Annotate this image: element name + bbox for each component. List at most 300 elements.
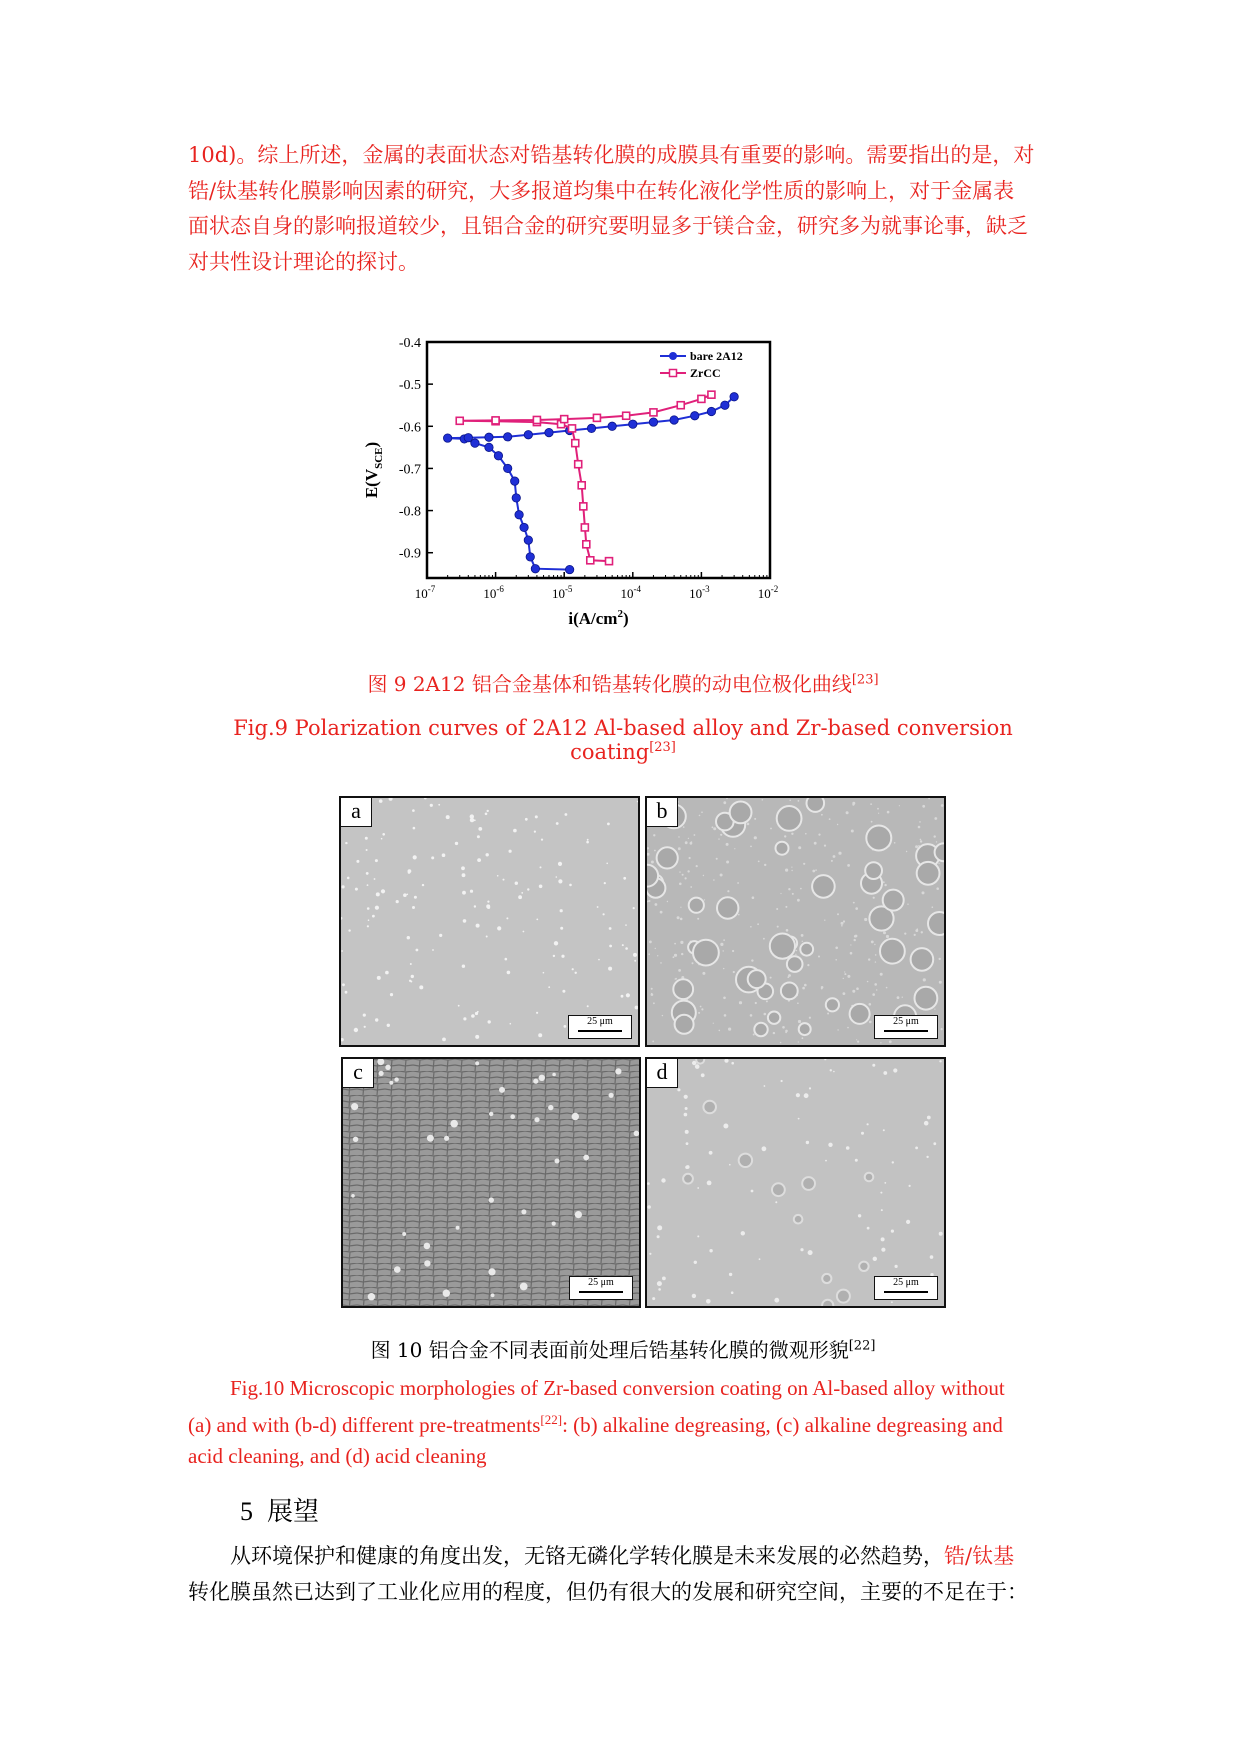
texture-particle bbox=[871, 821, 873, 823]
texture-particle bbox=[680, 907, 681, 908]
data-point bbox=[623, 412, 630, 419]
texture-particle bbox=[377, 976, 381, 980]
texture-particle bbox=[709, 1249, 712, 1252]
texture-particle bbox=[548, 1105, 553, 1110]
texture-particle bbox=[548, 986, 550, 988]
texture-particle bbox=[424, 1243, 431, 1250]
texture-particle bbox=[856, 987, 859, 990]
texture-particle bbox=[455, 842, 458, 845]
texture-particle bbox=[794, 1215, 803, 1224]
texture-particle bbox=[488, 1268, 495, 1275]
texture-particle bbox=[777, 806, 802, 831]
texture-particle bbox=[781, 983, 798, 1000]
texture-particle bbox=[854, 939, 856, 941]
texture-particle bbox=[412, 809, 415, 812]
texture-particle bbox=[822, 1300, 833, 1306]
texture-particle bbox=[807, 798, 825, 812]
caption-en-line: Fig.10 Microscopic morphologies of Zr-based conversion coating on Al-based alloy without bbox=[230, 1376, 1005, 1400]
texture-particle bbox=[858, 1214, 861, 1217]
data-point bbox=[572, 440, 579, 447]
texture-particle bbox=[812, 870, 815, 873]
texture-particle bbox=[844, 971, 845, 972]
texture-particle bbox=[674, 943, 676, 945]
scale-bar-text: 25 μm bbox=[893, 1016, 919, 1027]
texture-particle bbox=[796, 1093, 800, 1097]
texture-particle bbox=[933, 1142, 936, 1145]
scale-bar-line bbox=[578, 1030, 622, 1032]
texture-particle bbox=[892, 1161, 894, 1163]
texture-particle bbox=[723, 997, 726, 1000]
texture-particle bbox=[713, 1023, 714, 1024]
texture-particle bbox=[682, 874, 684, 876]
texture-particle bbox=[787, 956, 803, 972]
texture-particle bbox=[798, 1041, 799, 1042]
texture-particle bbox=[587, 839, 589, 841]
texture-particle bbox=[754, 818, 756, 820]
texture-particle bbox=[442, 853, 446, 857]
figure10-caption-en bbox=[188, 1373, 1058, 1472]
y-tick-label: -0.8 bbox=[398, 504, 421, 520]
texture-particle bbox=[930, 1255, 934, 1259]
texture-particle bbox=[523, 931, 525, 933]
texture-particle bbox=[355, 888, 358, 891]
texture-particle bbox=[718, 838, 719, 839]
texture-particle bbox=[763, 938, 765, 940]
texture-particle bbox=[800, 1248, 803, 1251]
texture-particle bbox=[410, 963, 412, 965]
texture-particle bbox=[560, 909, 563, 912]
texture-particle bbox=[772, 1183, 785, 1196]
texture-particle bbox=[486, 853, 489, 856]
texture-particle bbox=[556, 822, 559, 825]
x-tick-label: $10^{-5}$ bbox=[551, 584, 573, 601]
figure10-caption-cn-ref: [22] bbox=[848, 1338, 876, 1354]
paragraph-line: 对共性设计理论的探讨。 bbox=[188, 249, 419, 274]
texture-particle bbox=[475, 1061, 479, 1065]
texture-particle bbox=[341, 950, 343, 952]
data-point bbox=[545, 428, 553, 436]
series-line-0 bbox=[448, 397, 734, 570]
data-point bbox=[707, 407, 715, 415]
y-tick-label: -0.6 bbox=[398, 420, 421, 436]
texture-particle bbox=[489, 1112, 493, 1116]
texture-particle bbox=[784, 835, 786, 837]
y-tick-label: -0.9 bbox=[398, 546, 421, 562]
texture-particle bbox=[887, 811, 890, 814]
texture-particle bbox=[791, 870, 792, 871]
texture-particle bbox=[647, 1182, 650, 1185]
panel-label-d: d bbox=[647, 1059, 678, 1088]
texture-particle bbox=[762, 1146, 767, 1151]
texture-particle bbox=[462, 891, 466, 895]
texture-particle bbox=[375, 906, 379, 910]
figure10-caption-cn bbox=[188, 1334, 1058, 1363]
x-axis-label: $i(A/cm^2)$ bbox=[568, 608, 629, 628]
texture-particle bbox=[697, 918, 699, 920]
texture-particle bbox=[658, 1288, 661, 1291]
figure9-caption-en-text: Fig.9 Polarization curves of 2A12 Al-based alloy and Zr-based conversion coating bbox=[233, 716, 1013, 764]
texture-particle bbox=[376, 892, 380, 896]
texture-particle bbox=[852, 990, 855, 993]
texture-particle bbox=[776, 842, 789, 855]
texture-particle bbox=[543, 972, 545, 974]
texture-particle bbox=[798, 1118, 800, 1120]
texture-particle bbox=[932, 906, 934, 908]
texture-particle bbox=[342, 885, 345, 888]
figure9-caption-cn bbox=[188, 668, 1058, 697]
texture-particle bbox=[653, 1002, 655, 1004]
texture-particle bbox=[651, 861, 654, 864]
texture-particle bbox=[766, 1000, 768, 1002]
texture-particle bbox=[513, 829, 517, 833]
texture-particle bbox=[895, 1265, 898, 1268]
texture-particle bbox=[489, 1197, 494, 1202]
micrograph-panel-a bbox=[339, 796, 640, 1047]
texture-particle bbox=[396, 900, 399, 903]
texture-particle bbox=[880, 1192, 882, 1194]
texture-particle bbox=[828, 1143, 832, 1147]
texture-particle bbox=[716, 858, 718, 860]
texture-particle bbox=[458, 1005, 460, 1007]
texture-particle bbox=[867, 1227, 870, 1230]
texture-particle bbox=[802, 941, 803, 942]
figure9-caption-cn-ref: [23] bbox=[851, 672, 879, 688]
texture-particle bbox=[497, 926, 501, 930]
texture-particle bbox=[868, 958, 870, 960]
texture-particle bbox=[798, 846, 801, 849]
caption-en-segment: (a) and with (b-d) different pre-treatments bbox=[188, 1413, 541, 1437]
data-point bbox=[485, 443, 493, 451]
texture-particle bbox=[734, 848, 735, 849]
texture-particle bbox=[680, 918, 683, 921]
texture-particle bbox=[809, 1017, 811, 1019]
texture-particle bbox=[875, 954, 877, 956]
texture-particle bbox=[407, 894, 409, 896]
texture-particle bbox=[919, 821, 921, 823]
texture-particle bbox=[470, 814, 474, 818]
texture-particle bbox=[795, 954, 796, 955]
texture-particle bbox=[689, 898, 704, 913]
texture-particle bbox=[422, 884, 424, 886]
texture-particle bbox=[450, 1120, 458, 1128]
texture-particle bbox=[560, 927, 563, 930]
texture-particle bbox=[673, 956, 675, 958]
texture-particle bbox=[847, 864, 850, 867]
texture-particle bbox=[506, 917, 508, 919]
texture-particle bbox=[696, 865, 698, 867]
texture-particle bbox=[906, 1220, 910, 1224]
data-point bbox=[526, 553, 534, 561]
texture-particle bbox=[634, 960, 636, 962]
texture-particle bbox=[623, 877, 626, 880]
texture-particle bbox=[939, 1232, 943, 1236]
texture-particle bbox=[536, 1012, 538, 1014]
texture-particle bbox=[928, 912, 944, 935]
section-heading bbox=[240, 1491, 319, 1528]
texture-particle bbox=[569, 884, 572, 887]
texture-particle bbox=[729, 1164, 731, 1166]
texture-particle bbox=[518, 895, 522, 899]
scale-bar-line bbox=[884, 1291, 928, 1293]
texture-particle bbox=[367, 884, 369, 886]
texture-particle bbox=[351, 1194, 355, 1198]
texture-particle bbox=[869, 1003, 872, 1006]
texture-particle bbox=[809, 1087, 811, 1089]
paragraph-segment-red: 锆/钛基 bbox=[944, 1544, 1015, 1568]
paragraph-line: 转化膜虽然已达到了工业化应用的程度，但仍有很大的发展和研究空间，主要的不足在于： bbox=[188, 1579, 1028, 1604]
texture-particle bbox=[515, 882, 518, 885]
texture-particle bbox=[381, 838, 383, 840]
texture-particle bbox=[909, 1185, 911, 1187]
texture-particle bbox=[753, 1034, 755, 1036]
x-tick-label: $10^{-4}$ bbox=[620, 584, 642, 601]
y-axis-label: $E(V_{SCE})$ bbox=[362, 441, 385, 499]
texture-particle bbox=[374, 878, 376, 880]
texture-particle bbox=[565, 813, 568, 816]
texture-particle bbox=[871, 941, 874, 944]
texture-particle bbox=[648, 953, 650, 955]
texture-particle bbox=[615, 1068, 621, 1074]
texture-particle bbox=[685, 877, 687, 879]
texture-particle bbox=[609, 1093, 614, 1098]
texture-particle bbox=[694, 1261, 697, 1264]
texture-particle bbox=[728, 1028, 731, 1031]
texture-particle bbox=[759, 1258, 761, 1260]
texture-particle bbox=[485, 813, 488, 816]
texture-particle bbox=[677, 916, 680, 919]
figure9-caption-en bbox=[188, 716, 1058, 764]
texture-particle bbox=[680, 941, 683, 944]
scale-bar-line bbox=[884, 1030, 928, 1032]
texture-particle bbox=[854, 935, 857, 938]
texture-particle bbox=[509, 850, 512, 853]
texture-particle bbox=[385, 1065, 390, 1070]
texture-particle bbox=[575, 972, 577, 974]
data-point bbox=[520, 523, 528, 531]
caption-en-line: acid cleaning, and (d) acid cleaning bbox=[188, 1444, 487, 1468]
texture-particle bbox=[477, 1011, 479, 1013]
texture-particle bbox=[780, 1042, 782, 1044]
texture-particle bbox=[881, 1248, 885, 1252]
texture-particle bbox=[366, 849, 368, 851]
texture-particle bbox=[662, 1015, 663, 1016]
texture-particle bbox=[486, 936, 488, 938]
texture-particle bbox=[853, 902, 855, 904]
texture-particle bbox=[662, 1277, 666, 1281]
texture-particle bbox=[424, 1260, 430, 1266]
texture-particle bbox=[936, 841, 937, 842]
texture-particle bbox=[690, 842, 693, 845]
texture-particle bbox=[385, 971, 389, 975]
texture-particle bbox=[510, 1114, 515, 1119]
texture-particle bbox=[679, 883, 682, 886]
texture-particle bbox=[770, 934, 795, 959]
texture-particle bbox=[835, 947, 838, 950]
y-tick-label: -0.4 bbox=[398, 336, 421, 351]
texture-particle bbox=[703, 875, 704, 876]
texture-particle bbox=[773, 1032, 775, 1034]
texture-particle bbox=[789, 800, 791, 802]
data-point bbox=[515, 511, 523, 519]
data-point bbox=[581, 524, 588, 531]
texture-particle bbox=[806, 1141, 809, 1144]
figure9-caption-en-ref: [23] bbox=[649, 740, 676, 755]
texture-particle bbox=[701, 811, 703, 813]
texture-particle bbox=[934, 1009, 935, 1010]
texture-particle bbox=[841, 925, 843, 927]
texture-particle bbox=[886, 987, 888, 989]
texture-particle bbox=[859, 1262, 868, 1271]
texture-particle bbox=[796, 950, 798, 952]
texture-particle bbox=[805, 833, 807, 835]
texture-particle bbox=[723, 801, 726, 804]
texture-particle bbox=[891, 1230, 894, 1233]
texture-particle bbox=[539, 885, 543, 889]
texture-particle bbox=[918, 826, 921, 829]
texture-particle bbox=[674, 954, 677, 957]
texture-particle bbox=[698, 1012, 700, 1014]
texture-particle bbox=[723, 968, 724, 969]
texture-particle bbox=[884, 1182, 886, 1184]
texture-particle bbox=[799, 1023, 811, 1035]
texture-particle bbox=[867, 1123, 869, 1125]
data-point bbox=[443, 434, 451, 442]
texture-particle bbox=[625, 924, 627, 926]
texture-particle bbox=[675, 978, 677, 980]
texture-particle bbox=[541, 839, 543, 841]
texture-particle bbox=[757, 923, 759, 925]
texture-particle bbox=[606, 863, 608, 865]
scale-bar-a bbox=[568, 1015, 632, 1039]
figure10-caption-cn-text: 图 10 铝合金不同表面前处理后锆基转化膜的微观形貌 bbox=[370, 1338, 849, 1362]
texture-particle bbox=[758, 861, 760, 863]
scale-bar-line bbox=[579, 1291, 623, 1293]
panel-label-a: a bbox=[341, 798, 372, 827]
section-number: 5 bbox=[240, 1497, 253, 1526]
texture-particle bbox=[696, 1059, 704, 1064]
texture-particle bbox=[491, 1293, 495, 1297]
texture-particle bbox=[706, 1299, 711, 1304]
data-point bbox=[649, 418, 657, 426]
texture-particle bbox=[443, 1290, 450, 1297]
texture-particle bbox=[752, 896, 755, 899]
legend-marker bbox=[670, 370, 677, 377]
texture-particle bbox=[430, 804, 433, 807]
data-point bbox=[524, 536, 532, 544]
texture-particle bbox=[413, 827, 416, 830]
x-tick-label: $10^{-6}$ bbox=[483, 584, 504, 601]
data-point bbox=[587, 557, 594, 564]
texture-particle bbox=[657, 1235, 660, 1238]
texture-particle bbox=[558, 862, 562, 866]
texture-particle bbox=[814, 842, 817, 845]
micrograph-c-texture bbox=[343, 1059, 639, 1306]
texture-particle bbox=[345, 842, 347, 844]
texture-particle bbox=[677, 1088, 680, 1091]
texture-particle bbox=[785, 906, 787, 908]
texture-particle bbox=[487, 906, 490, 909]
texture-particle bbox=[621, 995, 624, 998]
x-tick-label: $10^{-3}$ bbox=[689, 584, 710, 601]
texture-particle bbox=[439, 934, 442, 937]
texture-particle bbox=[800, 888, 802, 890]
data-point bbox=[503, 433, 511, 441]
texture-particle bbox=[770, 977, 772, 979]
texture-particle bbox=[941, 804, 944, 807]
texture-particle bbox=[927, 1116, 931, 1120]
texture-particle bbox=[837, 1029, 838, 1030]
texture-particle bbox=[626, 993, 630, 997]
texture-particle bbox=[830, 1069, 832, 1071]
texture-particle bbox=[923, 978, 926, 981]
y-tick-label: -0.5 bbox=[398, 378, 421, 394]
texture-particle bbox=[902, 997, 903, 998]
texture-particle bbox=[870, 803, 872, 805]
texture-particle bbox=[678, 969, 681, 972]
texture-particle bbox=[704, 899, 705, 900]
data-point bbox=[730, 393, 738, 401]
data-point bbox=[561, 416, 568, 423]
data-point bbox=[503, 464, 511, 472]
texture-particle bbox=[764, 1013, 767, 1016]
texture-particle bbox=[521, 1209, 526, 1214]
texture-particle bbox=[723, 939, 725, 941]
texture-particle bbox=[739, 1154, 752, 1167]
texture-particle bbox=[655, 948, 656, 949]
texture-particle bbox=[603, 913, 605, 915]
texture-particle bbox=[462, 965, 465, 968]
texture-particle bbox=[375, 1018, 378, 1021]
texture-particle bbox=[851, 830, 854, 833]
texture-particle bbox=[884, 884, 886, 886]
texture-particle bbox=[798, 1020, 801, 1023]
texture-particle bbox=[939, 958, 941, 960]
texture-particle bbox=[764, 1085, 766, 1087]
texture-particle bbox=[416, 949, 419, 952]
texture-particle bbox=[356, 860, 359, 863]
data-point bbox=[512, 494, 520, 502]
texture-particle bbox=[345, 991, 348, 994]
texture-particle bbox=[510, 1023, 512, 1025]
texture-particle bbox=[471, 1014, 475, 1018]
texture-particle bbox=[915, 1147, 918, 1150]
texture-particle bbox=[881, 1209, 883, 1211]
texture-particle bbox=[675, 1015, 694, 1034]
data-point bbox=[583, 541, 590, 548]
texture-particle bbox=[633, 953, 637, 957]
texture-particle bbox=[552, 1073, 556, 1077]
texture-particle bbox=[920, 839, 922, 841]
texture-particle bbox=[363, 1014, 366, 1017]
texture-particle bbox=[586, 841, 589, 844]
data-point bbox=[533, 416, 540, 423]
data-point bbox=[578, 482, 585, 489]
texture-particle bbox=[731, 1291, 734, 1294]
texture-particle bbox=[477, 858, 481, 862]
texture-particle bbox=[701, 1008, 703, 1010]
paragraph-line: 面状态自身的影响报道较少，且铝合金的研究要明显多于镁合金，研究多为就事论事，缺乏 bbox=[188, 214, 1028, 238]
texture-particle bbox=[442, 1038, 446, 1042]
texture-particle bbox=[661, 1178, 665, 1182]
texture-particle bbox=[685, 1107, 688, 1110]
texture-particle bbox=[403, 893, 407, 897]
texture-particle bbox=[462, 873, 466, 877]
texture-particle bbox=[815, 869, 817, 871]
texture-particle bbox=[368, 1293, 375, 1300]
texture-particle bbox=[797, 899, 800, 902]
texture-particle bbox=[723, 1124, 728, 1129]
texture-particle bbox=[869, 1021, 872, 1024]
